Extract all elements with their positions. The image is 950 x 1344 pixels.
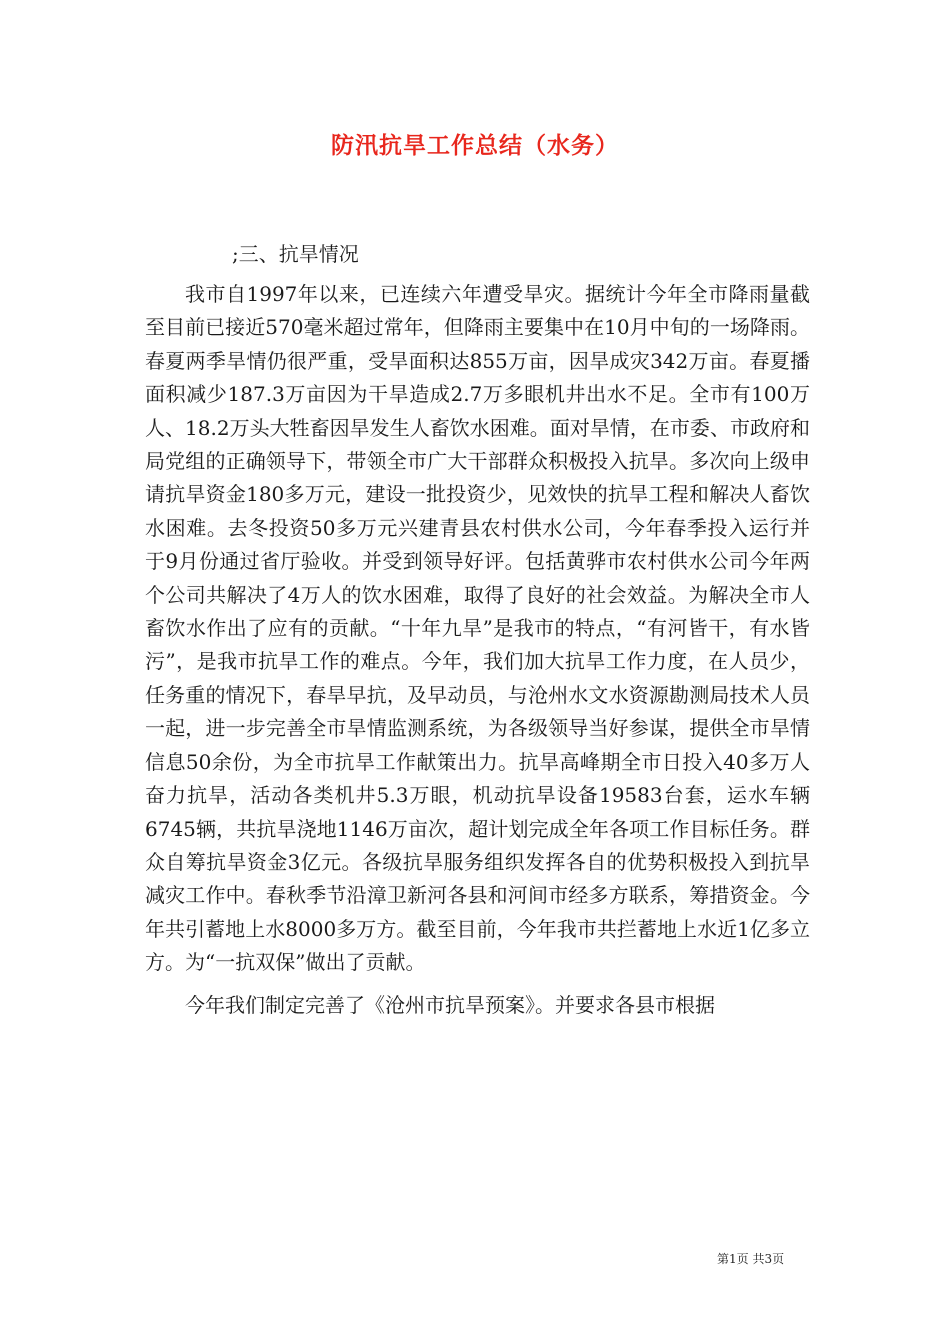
page-number: 第1页 共3页 bbox=[717, 1252, 785, 1266]
paragraph: 今年我们制定完善了《沧州市抗旱预案》。并要求各县市根据 bbox=[185, 992, 715, 1017]
body-text bbox=[145, 278, 810, 1022]
document-title: 防汛抗旱工作总结（水务） bbox=[331, 132, 619, 159]
paragraph: 我市自1997年以来，已连续六年遭受旱灾。据统计今年全市降雨量截至目前已接近570毫米超过常年，但降雨主要集中在10月中旬的一场降雨。春夏两季旱情仍很严重，受旱面积达855万亩，因旱成灾342万亩。春夏播面积减少187.3万亩因为干旱造成2.7万多眼机井出水不足。全市有100万人、18.2万头大牲畜因旱发生人畜饮水困难。面对旱情，在市委、市政府和局党组的正确领导下，带领全市广大干部群众积极投入抗旱。多次向上级申请抗旱资金180多万元，建设一批投资少，见效快的抗旱工程和解决人畜饮水困难。去冬投资50多万元兴建青县农村供水公司，今年春季投入运行并于9月份通过省厅验收。并受到领导好评。包括黄骅市农村供水公司今年两个公司共解决了4万人的饮水困难，取得了良好的社会效益。为解决全市人畜饮水作出了应有的贡献。“十年九旱”是我市的特点，“有河皆干，有水皆污”，是我市抗旱工作的难点。今年，我们加大抗旱工作力度，在人员少，任务重的情况下，春旱早抗，及早动员，与沧州水文水资源勘测局技术人员一起，进一步完善全市旱情监测系统，为各级领导当好参谋，提供全市旱情信息50余份，为全市抗旱工作献策出力。抗旱高峰期全市日投入40多万人奋力抗旱，活动各类机井5.3万眼，机动抗旱设备19583台套，运水车辆6745辆，共抗旱浇地1146万亩次，超计划完成全年各项工作目标任务。群众自筹抗旱资金3亿元。各级抗旱服务组织发挥各自的优势积极投入到抗旱减灾工作中。春秋季节沿漳卫新河各县和河间市经多方联系，筹措资金。今年共引蓄地上水8000多万方。截至目前，今年我市共拦蓄地上水近1亿多立方。为“一抗双保”做出了贡献。 bbox=[145, 282, 810, 975]
section-heading: ;三、抗旱情况 bbox=[232, 242, 359, 266]
